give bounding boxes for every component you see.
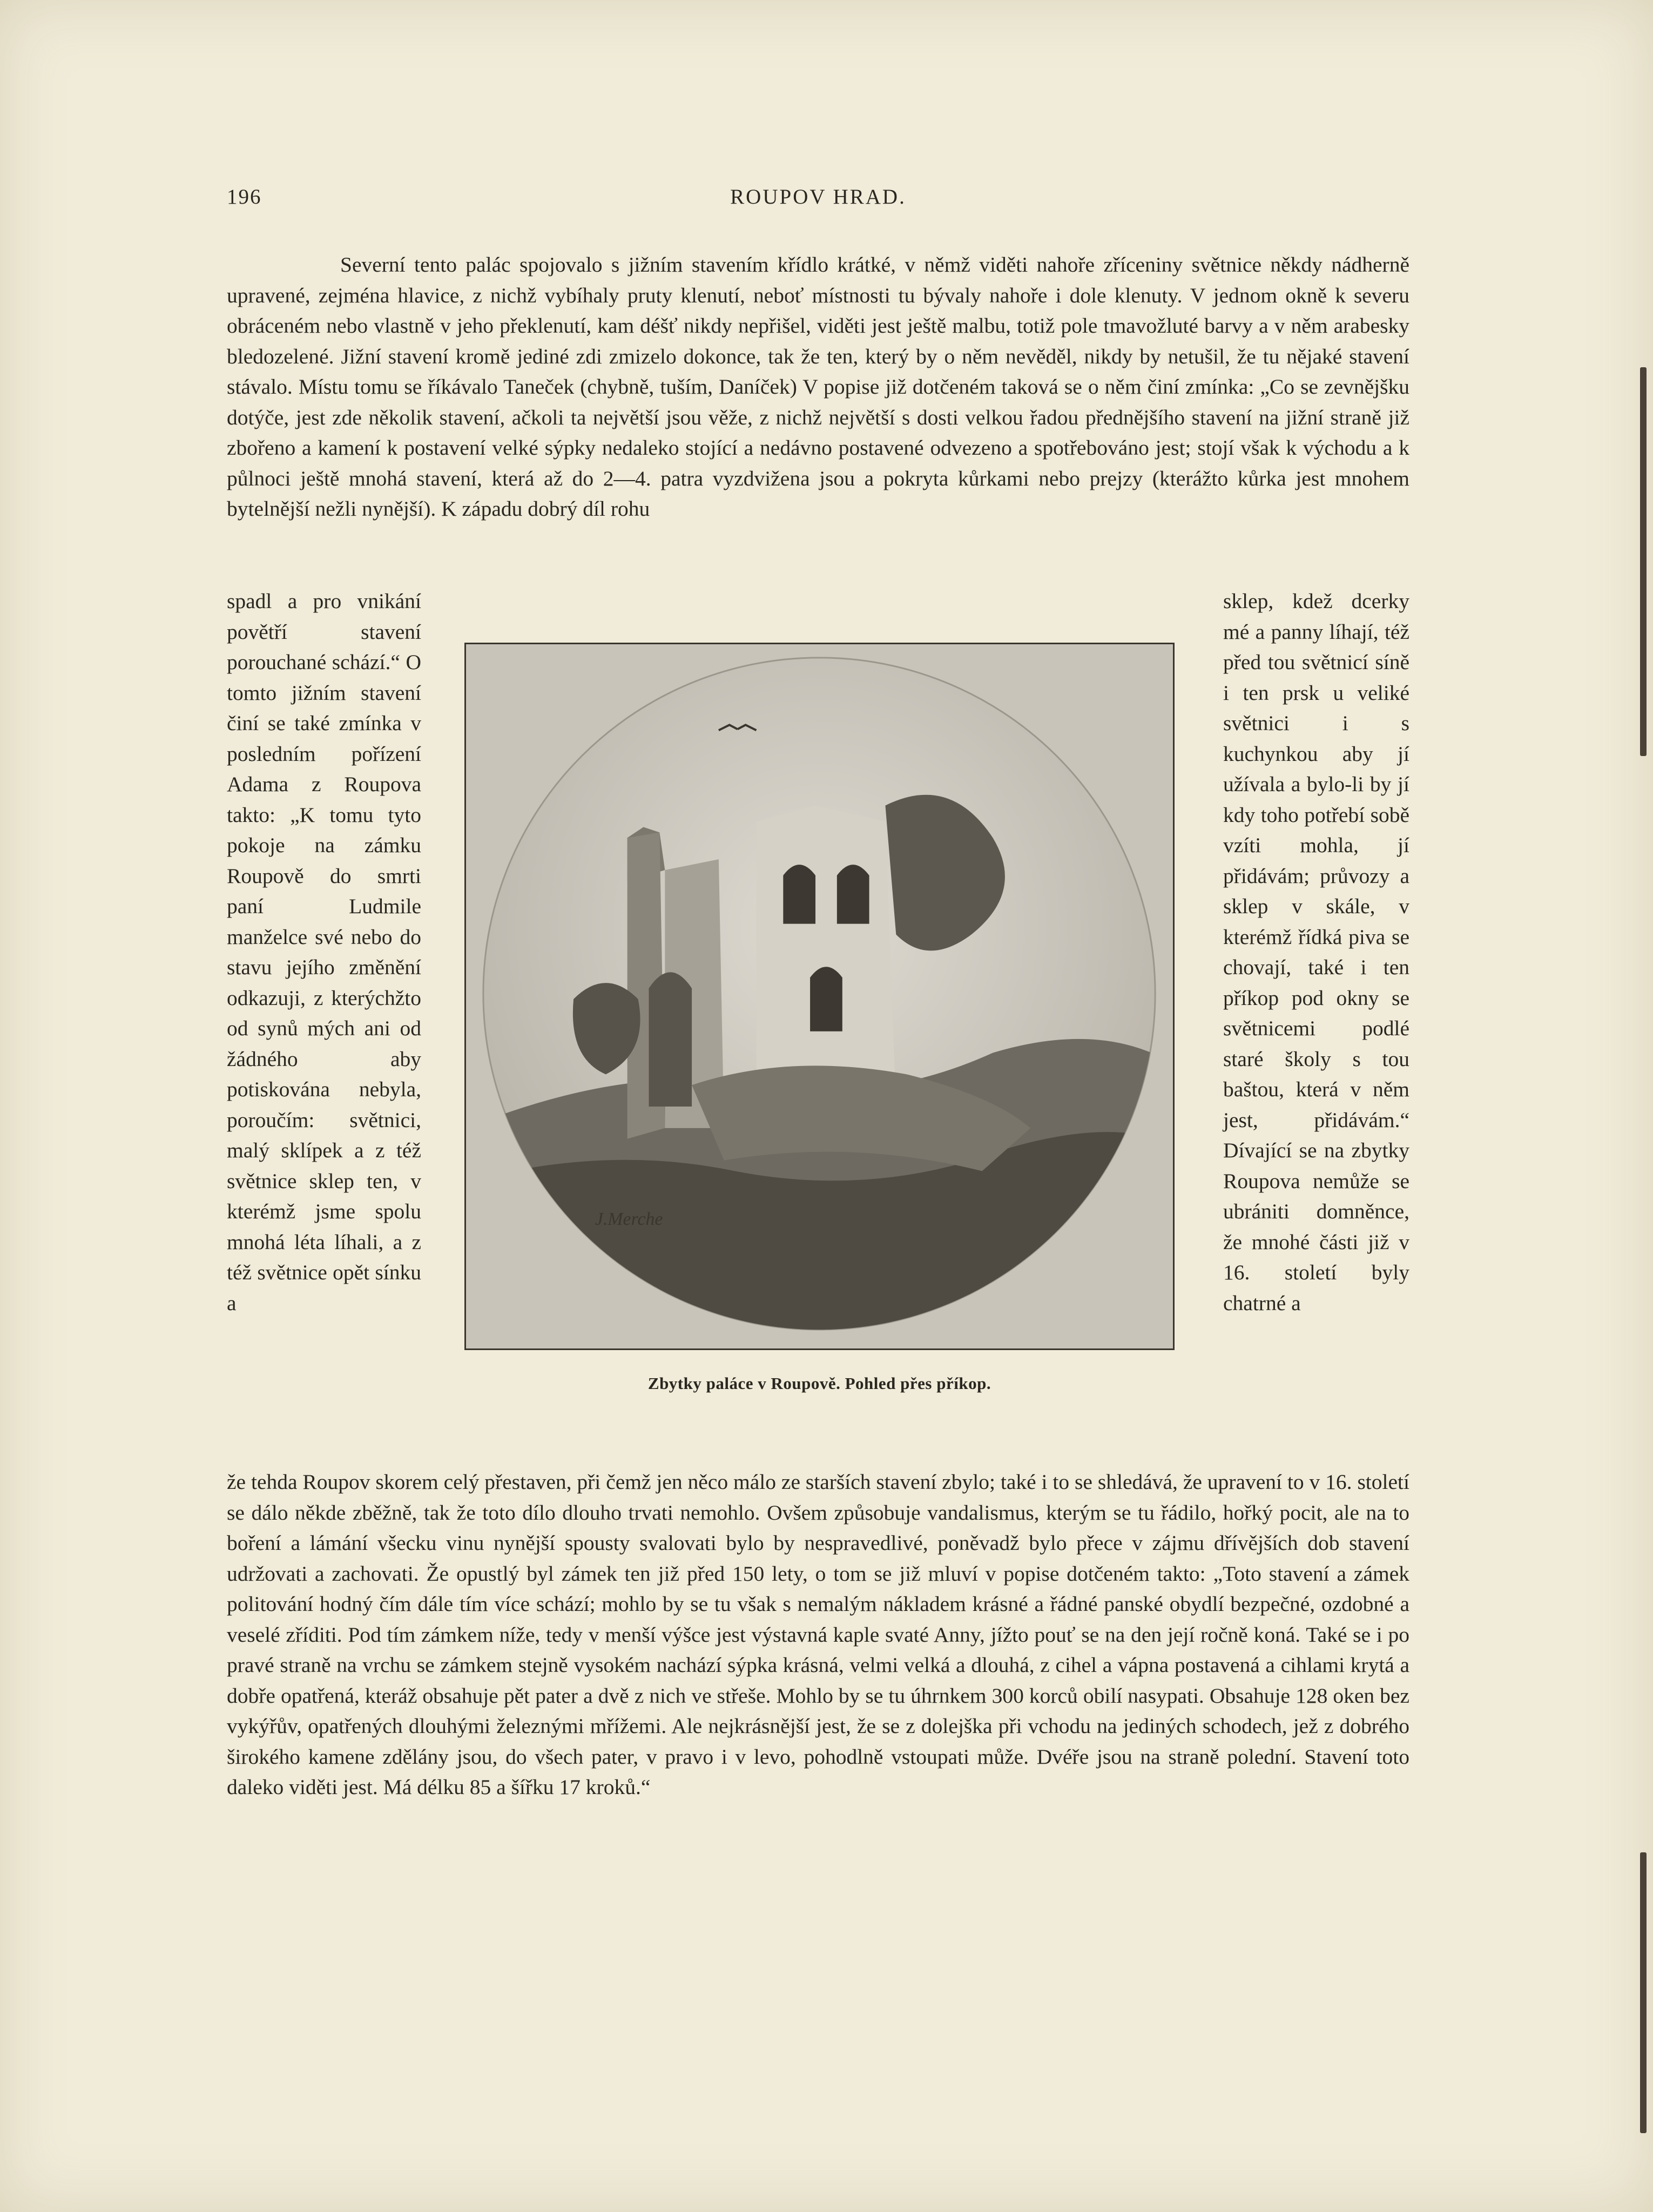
- page-number: 196: [227, 185, 262, 208]
- page-header: [227, 185, 1409, 217]
- column-right: sklep, kdež dcerky mé a panny líhají, též před tou světnicí síně i ten prsk u veliké světnici i s kuchynkou aby jí užívala a bylo-li by jí kdy toho potřebí sobě vzíti mohla, jí přidávám; průvozy a sklep v skále, v kterémž řídká piva se chovají, také i ten příkop pod okny se světnicemi podlé staré školy s tou baštou, která v něm jest, přidávám.“ Dívající se na zbytky Roupova nemůže se ubrániti domněnce, že mnohé části již v 16. století byly chatrné a: [1223, 589, 1409, 1315]
- figure-caption: Zbytky paláce v Roupově. Pohled přes příkop.: [647, 1374, 991, 1393]
- paragraph-bottom: že tehda Roupov skorem celý přestaven, při čemž jen něco málo ze starších stavení zbylo; také i to se shledává, že upravení to v 16. století se dálo někde zběžně, tak že toto dílo dlouho trvati nemohlo. Ovšem způsobuje vandalismus, kterým se tu řádilo, hořký pocit, ale na to boření a lámání všecku vinu nynější spousty svalovati bylo by nespravedlivé, poněvadž bylo přece v zájmu dřívějších dob stavení udržovati a zachovati. Že opustlý byl zámek ten již před 150 lety, o tom se již mluví v popise dotčeném takto: „Toto stavení a zámek politování hodný čím dále tím více schází; mohlo by se tu však s nemalým nákladem krásné a řádné panské obydlí bezpečné, ozdobné a veselé zříditi. Pod tím zámkem níže, tedy v menší výšce jest výstavná kaple svaté Anny, jížto pouť se na den její ročně koná. Také se i po pravé straně na vrchu se zámkem stejně vysokém nachází sýpka krásná, velmi velká a dlouhá, z cihel a vápna postavená a cihlami krytá a dobře opatřená, kteráž obsahuje pět pater a dvě z nich ve střeše. Mohlo by se tu úhrnkem 300 korců obilí nasypati. Obsahuje 128 oken bez vykýřův, opatřených dlouhými železnými mřížemi. Ale nejkrásnější jest, že se z dolejška při vchodu na jediných schodech, jež z dobrého širokého kamene zdělány jsou, do všech pater, v pravo i v levo, pohodlně vstoupati může. Dvéře jsou na straně polední. Stavení toto daleko viděti jest. Má délku 85 a šířku 17 kroků.“: [227, 1470, 1409, 1799]
- castle-ruins-engraving: [464, 643, 1175, 1350]
- column-left: spadl a pro vnikání povětří stavení porouchané schází.“ O tomto jižním stavení činí se také zmínka v posledním pořízení Adama z Roupova takto: „K tomu tyto pokoje na zámku Roupově do smrti paní Ludmile manželce své nebo do stavu jejího změnění odkazuji, z kterýchžto od synů mých ani od žádného aby potiskována nebyla, poroučím: světnici, malý sklípek a z též světnice sklep ten, v kterémž jsme spolu mnohá léta líhali, a z též světnice opět sínku a: [227, 589, 421, 1315]
- binding-edge-mark: [1640, 367, 1647, 756]
- binding-edge-mark: [1640, 1852, 1647, 2133]
- running-title: ROUPOV HRAD.: [730, 185, 906, 208]
- paragraph-top: Severní tento palác spojovalo s jižním stavením křídlo krátké, v němž viděti nahoře zříceniny světnice někdy nádherně upravené, zejména hlavice, z nichž vybíhaly pruty klenutí, neboť místnosti tu bývaly nahoře i dole klenuty. V jednom okně k severu obráceném nebo vlastně v jeho překlenutí, kam déšť nikdy nepřišel, viděti jest ještě malbu, totiž pole tmavožluté barvy a v něm arabesky bledozelené. Jižní stavení kromě jediné zdi zmizelo dokonce, tak že ten, který by o něm nevěděl, nikdy by netušil, že tu nějaké stavení stávalo. Místu tomu se říkávalo Taneček (chybně, tuším, Daníček) V popise již dotčeném taková se o něm činí zmínka: „Co se zevnějšku dotýče, jest zde několik stavení, ačkoli ta největší jsou věže, z nichž největší s dosti velkou řadou přednějšího stavení na jižní straně již zbořeno a kamení k postavení velké sýpky nedaleko stojící a nedávno postavené odvezeno a spotřebováno jest; stojí však k východu a k půlnoci ještě mnohá stavení, která až do 2—4. patra vyzdvižena jsou a pokryta kůrkami nebo prejzy (kterážto kůrka jest mnohem bytelnější nežli nynější). K západu dobrý díl rohu: [227, 253, 1409, 521]
- svg-text:J.Merche: J.Merche: [595, 1209, 663, 1230]
